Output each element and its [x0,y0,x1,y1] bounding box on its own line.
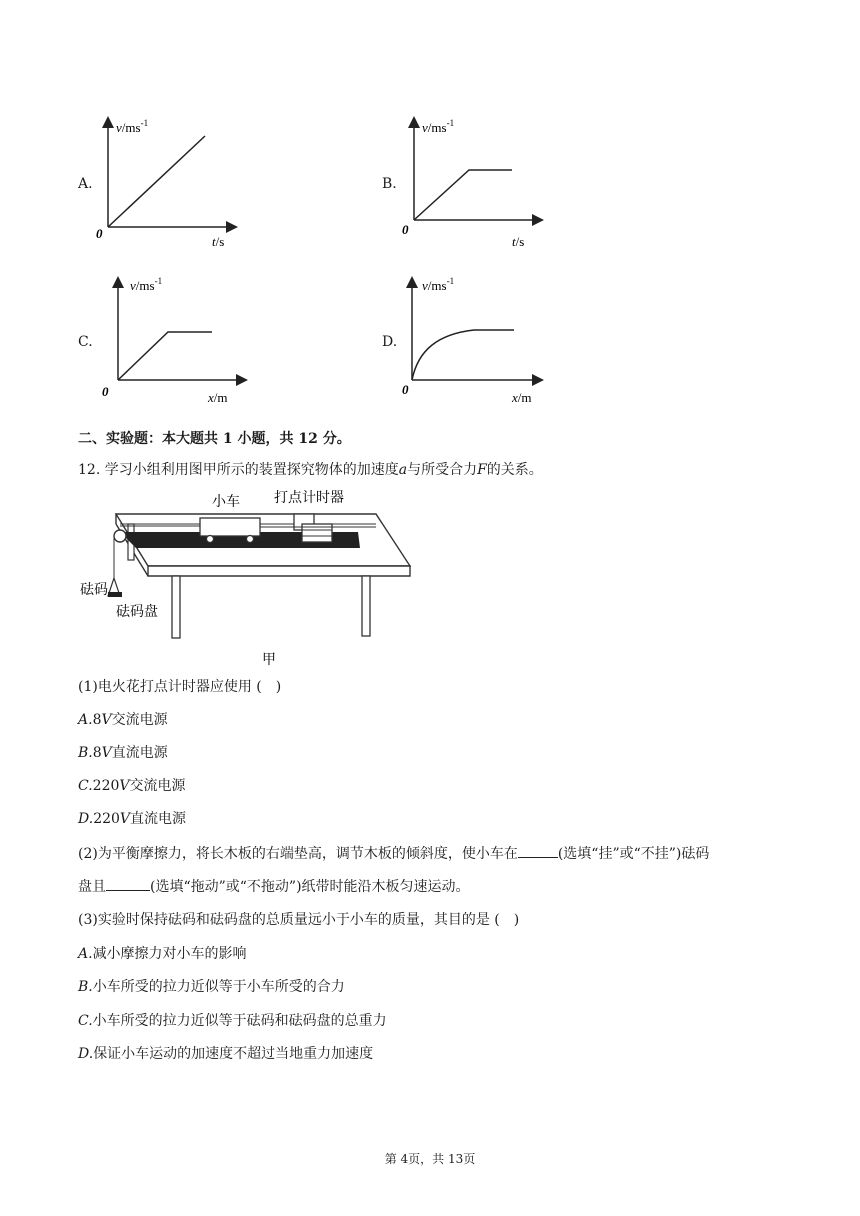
y-axis-label: $v/ms^{-1}$ [116,118,149,135]
option-c-label: C. [78,334,93,350]
cart-wheel [207,536,214,543]
part1-option-b [78,743,168,763]
option-unit: V [101,745,112,761]
table-edge [148,566,410,576]
option-letter: B. [78,745,93,761]
pan-label: 砝码盘 [116,604,158,620]
answer-blank-1[interactable] [518,843,558,858]
option-value: 220 [93,811,120,827]
option-letter: A. [78,946,93,962]
option-unit: V [101,712,112,728]
option-text: 小车所受的拉力近似等于小车所受的合力 [92,979,345,995]
part2-line1 [78,843,709,864]
stem-mid: 与所受合力 [407,462,478,478]
table-leg [172,576,180,638]
part2-text: (选填“挂”或“不挂”)砝码 [557,846,710,862]
velocity-curve [118,332,212,380]
option-unit: V [119,811,131,827]
origin-label: 0 [402,382,409,397]
option-letter: A. [78,712,93,728]
velocity-curve [414,170,512,220]
option-text: 直流电源 [130,811,187,827]
part3-question: (3)实验时保持砝码和砝码盘的总质量远小于小车的质量，其目的是 ( ) [78,912,520,928]
cart-wheel [247,536,254,543]
origin-label: 0 [102,384,109,399]
option-letter: C. [78,1013,93,1029]
graph-b [396,112,546,256]
part3-option-d [78,1044,373,1064]
origin-label: 0 [96,226,103,241]
part2-line2 [78,876,470,897]
part3-option-b [78,977,345,997]
timer-label: 打点计时器 [274,490,344,506]
graph-d [396,272,546,411]
apparatus-diagram [76,486,421,675]
answer-blank-2[interactable] [106,876,150,891]
y-axis-label: $v/ms^{-1}$ [422,276,455,293]
part3-option-c [78,1011,387,1031]
option-value: 220 [92,778,120,794]
part3-option-a [78,944,247,964]
option-letter: D. [78,811,94,827]
velocity-curve [108,136,205,227]
velocity-curve [412,330,514,380]
part2-text: (2)为平衡摩擦力，将长木板的右端垫高，调节木板的倾斜度，使小车在 [78,846,518,862]
option-d-label: D. [382,334,398,350]
part2-text: (选填“拖动”或“不拖动”)纸带时能沿木板匀速运动。 [150,879,470,895]
option-b-label: B. [382,176,397,192]
stem-pre: 12. 学习小组利用图甲所示的装置探究物体的加速度 [78,462,399,478]
option-unit: V [119,778,130,794]
option-text: 减小摩擦力对小车的影响 [92,946,247,962]
option-letter: B. [78,979,93,995]
option-value: 8 [92,745,102,761]
option-a-label: A. [78,176,93,192]
graph-c [100,272,250,411]
diagram-caption: 甲 [262,652,276,668]
x-axis-label: t/s [212,234,225,249]
option-text: 交流电源 [111,712,168,728]
graph-a [90,112,240,256]
var-f: F [477,462,487,478]
section-heading: 二、实验题：本大题共 1 小题，共 12 分。 [78,431,351,447]
weights [108,592,122,597]
option-value: 8 [92,712,102,728]
x-axis-label: t/s [512,234,525,249]
option-text: 交流电源 [129,778,186,794]
question-12-stem [78,460,543,480]
var-a: a [398,462,408,478]
part2-text: 盘且 [78,879,106,895]
option-text: 直流电源 [111,745,168,761]
option-text: 小车所受的拉力近似等于砝码和砝码盘的总重力 [92,1013,387,1029]
part1-option-d [78,809,186,829]
option-text: 保证小车运动的加速度不超过当地重力加速度 [93,1046,374,1062]
y-axis-label: $v/ms^{-1}$ [130,276,163,293]
x-axis-label: x/m [208,390,228,405]
part1-option-c [78,776,186,796]
table-leg [362,576,370,636]
y-axis-label: $v/ms^{-1}$ [422,118,455,135]
option-letter: D. [78,1046,94,1062]
pulley [114,530,126,542]
stem-post: 的关系。 [486,462,543,478]
weight-label: 砝码 [80,582,108,598]
cart [200,518,260,536]
page-footer: 第 4页，共 13页 [384,1152,476,1166]
x-axis-label: x/m [512,390,532,405]
option-letter: C. [78,778,93,794]
cart-label: 小车 [212,494,240,510]
origin-label: 0 [402,222,409,237]
part1-option-a [78,710,168,730]
part1-question: (1)电火花打点计时器应使用 ( ) [78,679,282,695]
